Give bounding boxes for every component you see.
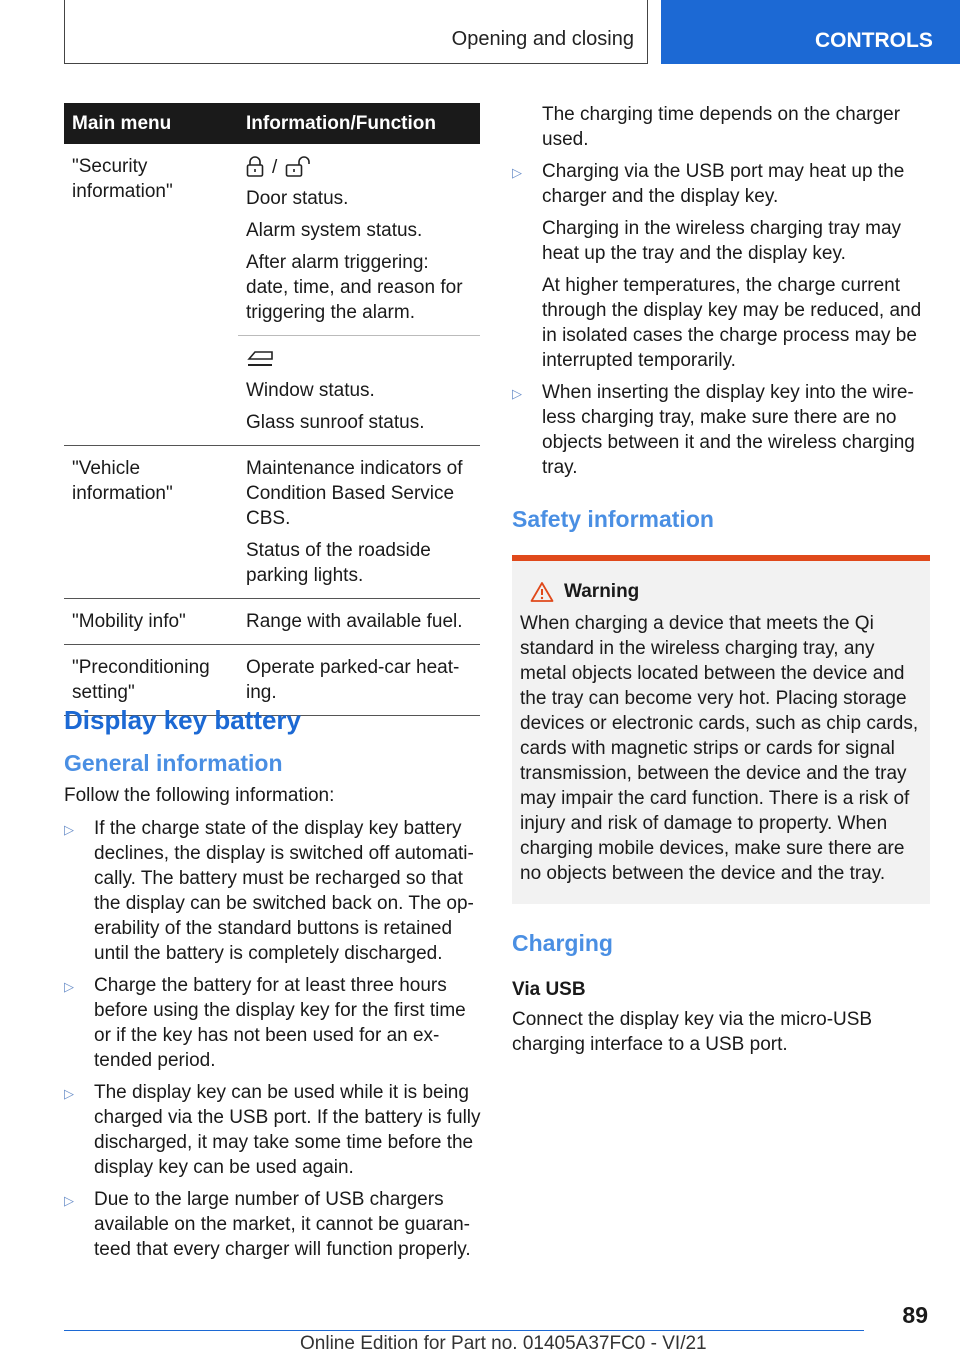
intro-text: Follow the following information: <box>64 785 335 806</box>
warning-text: When charging a device that meets the Qi standard in the wireless charging tray, any metal objects located between the device and the tray can become very hot. Placing storage devices or electronic cards, such as chip cards, cards with magnetic strips or cards for signal transmission, between the device and the tray may impair the card function. There is a risk of injury and risk of damage to property. When charging mobile devices, make sure there are no objects between the device and the tray. <box>520 613 919 884</box>
wireless-list <box>512 380 930 480</box>
edition-footer: Online Edition for Part no. 01405A37FC0 - VI/21 <box>300 1333 707 1354</box>
triangle-bullet-icon: ▷ <box>64 979 74 994</box>
mobility-info <box>238 599 480 645</box>
icon-separator: / <box>272 156 278 178</box>
list-item: ▷ When inserting the display key into the wire-less charging tray, make sure there are no objects between it and the wireless charging tray. <box>512 382 915 478</box>
warning-triangle-icon <box>530 581 554 603</box>
controls-tab[interactable]: CONTROLS <box>661 0 960 64</box>
page-number: 89 <box>902 1302 928 1328</box>
right-column <box>512 102 930 1057</box>
row-label-mobility: "Mobility info" <box>64 599 238 645</box>
row-label-preconditioning: "Preconditioning setting" <box>64 645 238 716</box>
subheading-charging: Charging <box>512 930 613 956</box>
section-heading-battery: Display key battery <box>64 705 302 735</box>
subheading-safety: Safety information <box>512 506 714 532</box>
security-info-a <box>238 144 480 336</box>
list-item: ▷ The display key can be used while it is being charged via the USB port. If the battery is fully discharged, it may take some time before the display key can be used again. <box>64 1082 481 1178</box>
wireless-heat-note: Charging in the wireless charging tray may heat up the tray and the display key. <box>542 218 902 264</box>
footer-divider <box>64 1330 864 1331</box>
alarm-status: Alarm system status. <box>246 220 423 241</box>
row-label-vehicle: "Vehicle information" <box>64 446 238 599</box>
list-item: ▷ Charging via the USB port may heat up the charger and the display key. <box>512 161 905 207</box>
list-item: ▷ If the charge state of the display key battery declines, the display is switched off automati-cally. The battery must be recharged so that the display can be switched back on. The op-erability of the standard buttons is retained until the battery is completely discharged. <box>64 818 474 964</box>
battery-list <box>64 816 482 1262</box>
list-item: ▷ Charge the battery for at least three hours before using the display key for the first time or if the key has not been used for an ex-tended period. <box>64 975 466 1071</box>
range-fuel: Range with available fuel. <box>246 611 463 632</box>
row-label-security: "Security information" <box>64 144 238 446</box>
window-icon <box>246 348 274 370</box>
sunroof-status: Glass sunroof status. <box>246 412 425 433</box>
triangle-bullet-icon: ▷ <box>512 165 522 180</box>
charging-time-note: The charging time depends on the charger used. <box>542 104 901 150</box>
section-title: Opening and closing <box>451 28 634 50</box>
warning-box <box>512 555 930 904</box>
parking-lights-status: Status of the roadside parking lights. <box>246 540 431 586</box>
subheading-general: General information <box>64 750 283 776</box>
triangle-bullet-icon: ▷ <box>64 1193 74 1208</box>
charging-list <box>512 159 930 209</box>
list-item: ▷ Due to the large number of USB chargers available on the market, it cannot be guaran-teed that every charger will function properly. <box>64 1189 471 1260</box>
temperature-note: At higher temperatures, the charge current through the display key may be reduced, and in isolated cases the charge process may be interrupted temporarily. <box>542 275 922 371</box>
security-info-b <box>238 336 480 446</box>
window-status: Window status. <box>246 380 375 401</box>
info-table <box>64 103 480 716</box>
triangle-bullet-icon: ▷ <box>64 822 74 837</box>
vehicle-info <box>238 446 480 599</box>
lock-open-icon <box>285 156 311 178</box>
parked-car-heating: Operate parked-car heat-ing. <box>246 657 460 703</box>
col-information-function: Information/Function <box>238 103 480 144</box>
cbs-indicators: Maintenance indicators of Condition Based Service CBS. <box>246 458 463 529</box>
triangle-bullet-icon: ▷ <box>64 1086 74 1101</box>
lock-closed-icon <box>246 156 264 178</box>
via-usb-text: Connect the display key via the micro-USB charging interface to a USB port. <box>512 1009 873 1055</box>
via-usb-heading: Via USB <box>512 979 586 1000</box>
warning-label: Warning <box>564 581 640 602</box>
col-main-menu: Main menu <box>64 103 238 144</box>
triangle-bullet-icon: ▷ <box>512 386 522 401</box>
left-column <box>64 705 482 1269</box>
alarm-trigger-info: After alarm triggering: date, time, and reason for triggering the alarm. <box>246 252 463 323</box>
door-status: Door status. <box>246 188 349 209</box>
